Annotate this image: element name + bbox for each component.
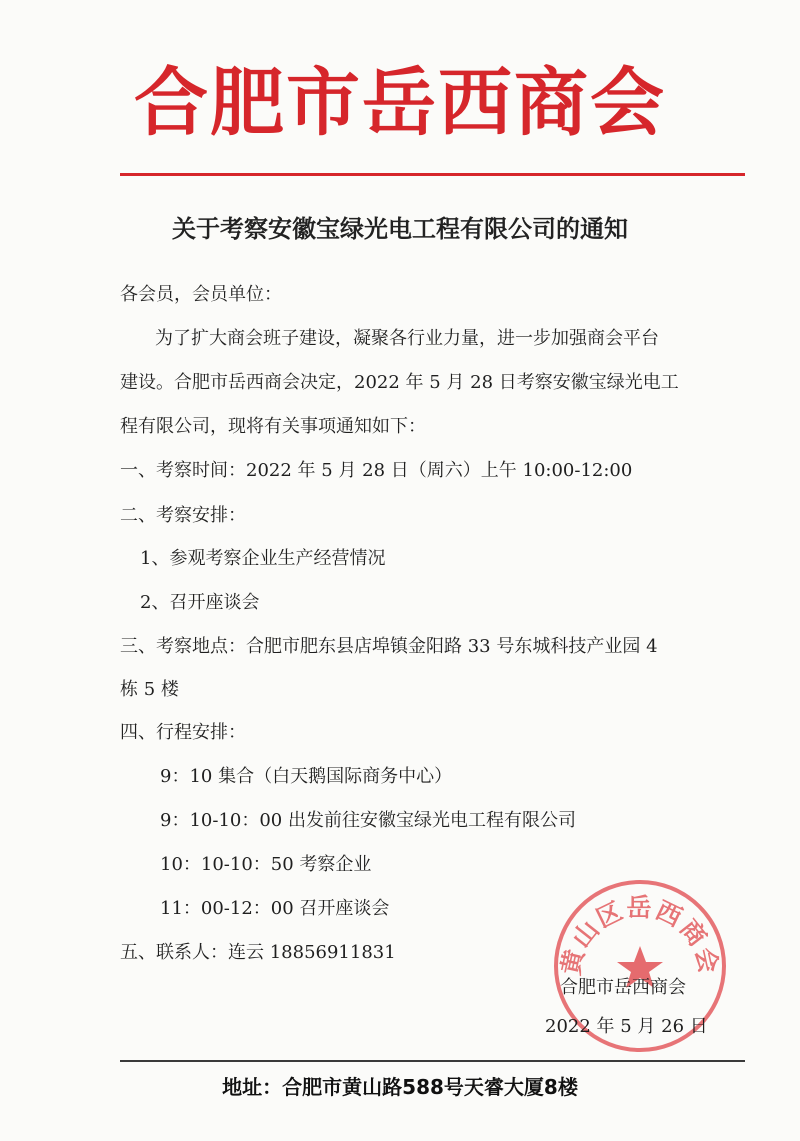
item-location-line-1: 三、考察地点：合肥市肥东县店埠镇金阳路 33 号东城科技产业园 4 <box>120 636 658 657</box>
document-title: 关于考察安徽宝绿光电工程有限公司的通知 <box>172 214 628 243</box>
intro-line-1: 为了扩大商会班子建设，凝聚各行业力量，进一步加强商会平台 <box>155 328 659 349</box>
item-arrangement-heading: 二、考察安排： <box>120 505 246 526</box>
item-schedule-heading: 四、行程安排： <box>120 722 246 743</box>
item-time: 一、考察时间：2022 年 5 月 28 日（周六）上午 10:00-12:00 <box>120 460 633 481</box>
schedule-entry-4: 11：00-12：00 召开座谈会 <box>160 898 390 919</box>
item-contact: 五、联系人：连云 18856911831 <box>120 942 396 963</box>
salutation: 各会员，会员单位： <box>120 284 282 305</box>
arrangement-sub-1: 1、参观考察企业生产经营情况 <box>140 548 386 569</box>
signature-date: 2022 年 5 月 26 日 <box>545 1016 708 1037</box>
letterhead-red-rule <box>120 173 745 176</box>
arrangement-sub-2: 2、召开座谈会 <box>140 592 260 613</box>
intro-line-2: 建设。合肥市岳西商会决定，2022 年 5 月 28 日考察安徽宝绿光电工 <box>120 372 679 393</box>
footer-rule <box>120 1060 745 1062</box>
signature-org: 合肥市岳西商会 <box>560 977 686 998</box>
item-location-line-2: 栋 5 楼 <box>120 679 179 700</box>
footer-address: 地址：合肥市黄山路588号天睿大厦8楼 <box>222 1075 578 1099</box>
intro-line-3: 程有限公司，现将有关事项通知如下： <box>120 416 426 437</box>
seal-text: 黄山区岳西商会 <box>556 893 724 978</box>
schedule-entry-1: 9：10 集合（白天鹅国际商务中心） <box>160 766 453 787</box>
org-letterhead-title: 合肥市岳西商会 <box>134 60 666 146</box>
schedule-entry-2: 9：10-10：00 出发前往安徽宝绿光电工程有限公司 <box>160 810 576 831</box>
schedule-entry-3: 10：10-10：50 考察企业 <box>160 854 372 875</box>
